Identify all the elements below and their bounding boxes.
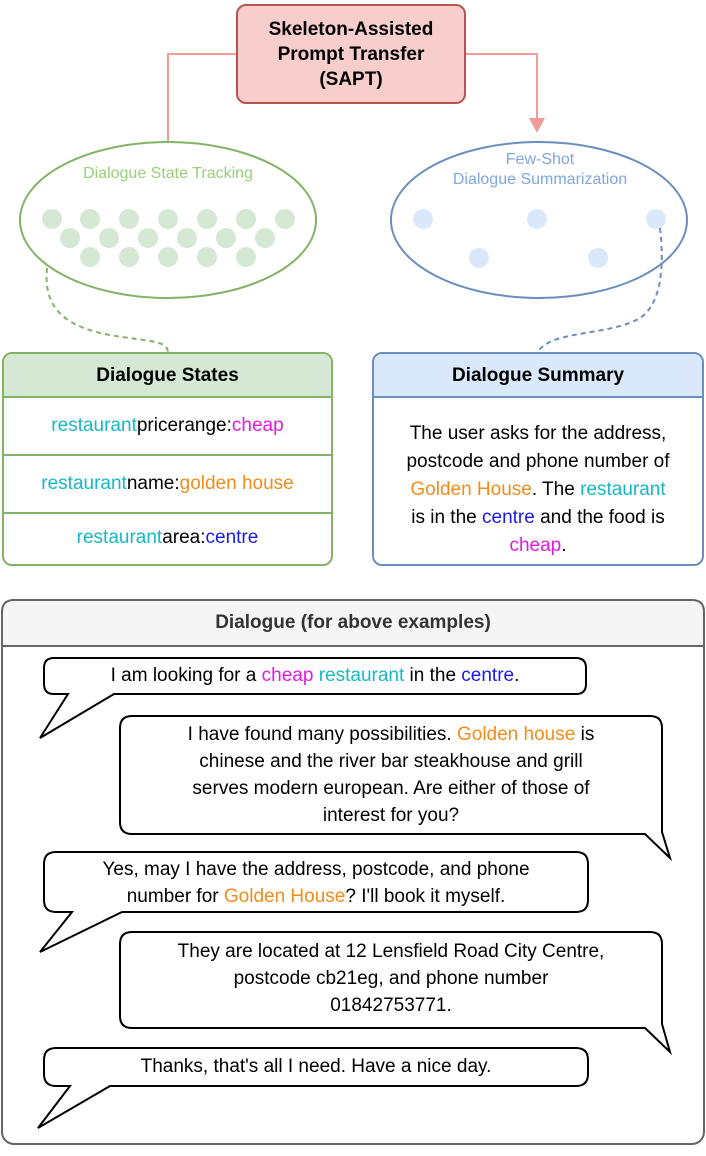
summary-line xyxy=(380,420,696,448)
keyword-magenta: cheap xyxy=(261,665,314,686)
sapt-node xyxy=(236,4,466,104)
sample-dot xyxy=(80,247,100,267)
summary-line xyxy=(380,504,696,532)
keyword-magenta: cheap xyxy=(231,415,284,436)
text-run: in the xyxy=(404,665,462,686)
source-task-label: Dialogue State Tracking xyxy=(83,165,253,182)
dialogue-turn-user xyxy=(44,662,586,689)
keyword-orange: golden house xyxy=(179,473,294,494)
keyword-cyan: restaurant xyxy=(580,479,666,500)
text-run: . xyxy=(514,665,520,686)
target-task-label: Few-Shot Dialogue Summarization xyxy=(452,151,628,188)
text-run: chinese and the river bar steakhouse and grill xyxy=(199,751,583,772)
keyword-orange: Golden House xyxy=(410,479,532,500)
turn-line xyxy=(44,662,586,689)
keyword-cyan: restaurant xyxy=(76,527,163,548)
text-run: serves modern european. Are either of those of xyxy=(192,778,590,799)
turn-line xyxy=(120,748,662,775)
turn-line xyxy=(44,856,588,883)
keyword-blue: centre xyxy=(461,665,515,686)
sample-dot xyxy=(80,209,100,229)
state-row xyxy=(4,456,331,514)
summary-line xyxy=(380,476,696,504)
sample-dot xyxy=(197,209,217,229)
keyword-blue: centre xyxy=(482,507,535,528)
text-run: The user asks for the address, xyxy=(409,423,667,444)
sample-dot xyxy=(236,247,256,267)
dialogue-turn-user xyxy=(44,856,588,910)
text-run: is xyxy=(575,724,595,745)
dialogue-title: Dialogue (for above examples) xyxy=(215,612,491,633)
turn-line xyxy=(120,775,662,802)
turn-line xyxy=(120,802,662,829)
text-run: They are located at 12 Lensfield Road City Centre, xyxy=(177,941,605,962)
summary-line xyxy=(380,532,696,560)
sapt-to-target-arrow xyxy=(466,54,537,120)
sample-dot xyxy=(197,247,217,267)
sample-dot xyxy=(99,228,119,248)
keyword-cyan: restaurant xyxy=(318,665,405,686)
sample-dot xyxy=(119,209,139,229)
sample-dot xyxy=(158,247,178,267)
turn-line xyxy=(120,992,662,1019)
text-run: 01842753771. xyxy=(330,995,452,1016)
keyword-orange: Golden House xyxy=(223,886,346,907)
text-run: . The xyxy=(531,479,581,500)
sample-dot xyxy=(60,228,80,248)
sapt-to-source-arrow xyxy=(168,54,236,148)
text-run: . xyxy=(561,535,567,556)
sample-dot xyxy=(119,247,139,267)
sample-dot xyxy=(236,209,256,229)
sapt-label: Skeleton-Assisted Prompt Transfer (SAPT) xyxy=(268,18,434,90)
sample-dot xyxy=(527,209,547,229)
text-run: is in the xyxy=(411,507,482,528)
text-run: ? I'll book it myself. xyxy=(345,886,506,907)
keyword-cyan: restaurant xyxy=(41,473,127,494)
sample-dot xyxy=(469,248,489,268)
text-run: I have found many possibilities. xyxy=(187,724,457,745)
text-run: interest for you? xyxy=(322,805,460,826)
sample-dot xyxy=(255,228,275,248)
text-run: pricerange: xyxy=(136,415,232,436)
text-run: Thanks, that's all I need. Have a nice day. xyxy=(140,1056,492,1077)
sample-dot xyxy=(216,228,236,248)
dialogue-summary-text xyxy=(374,398,702,560)
keyword-cyan: restaurant xyxy=(51,415,137,436)
keyword-magenta: cheap xyxy=(509,535,562,556)
turn-line xyxy=(44,1053,588,1080)
sample-dot xyxy=(158,209,178,229)
turn-line xyxy=(120,721,662,748)
text-run: and the food is xyxy=(534,507,665,528)
dialogue-turn-user xyxy=(44,1053,588,1080)
sample-dot xyxy=(42,209,62,229)
sample-dot xyxy=(646,209,666,229)
turn-line xyxy=(120,965,662,992)
text-run: Yes, may I have the address, postcode, and phone xyxy=(102,859,530,880)
sample-dot xyxy=(177,228,197,248)
dialogue-states-panel xyxy=(2,352,333,566)
text-run: I am looking for a xyxy=(110,665,262,686)
text-run: number for xyxy=(126,886,224,907)
text-run: area: xyxy=(162,527,206,548)
text-run: name: xyxy=(126,473,180,494)
sample-dot xyxy=(413,209,433,229)
turn-line xyxy=(44,883,588,910)
keyword-blue: centre xyxy=(205,527,259,548)
dialogue-summary-title: Dialogue Summary xyxy=(374,354,702,398)
turn-line xyxy=(120,938,662,965)
dialogue-states-title: Dialogue States xyxy=(4,354,331,398)
arrowhead xyxy=(529,118,545,133)
dialogue-turn-system xyxy=(120,938,662,1019)
text-run: postcode cb21eg, and phone number xyxy=(233,968,549,989)
dialogue-summary-panel xyxy=(372,352,704,566)
summary-line xyxy=(380,448,696,476)
sample-dot xyxy=(138,228,158,248)
dialogue-turn-system xyxy=(120,721,662,829)
text-run: postcode and phone number of xyxy=(406,451,670,472)
keyword-orange: Golden house xyxy=(456,724,576,745)
state-row xyxy=(4,514,331,562)
sample-dot xyxy=(588,248,608,268)
sample-dot xyxy=(275,209,295,229)
state-row xyxy=(4,398,331,456)
